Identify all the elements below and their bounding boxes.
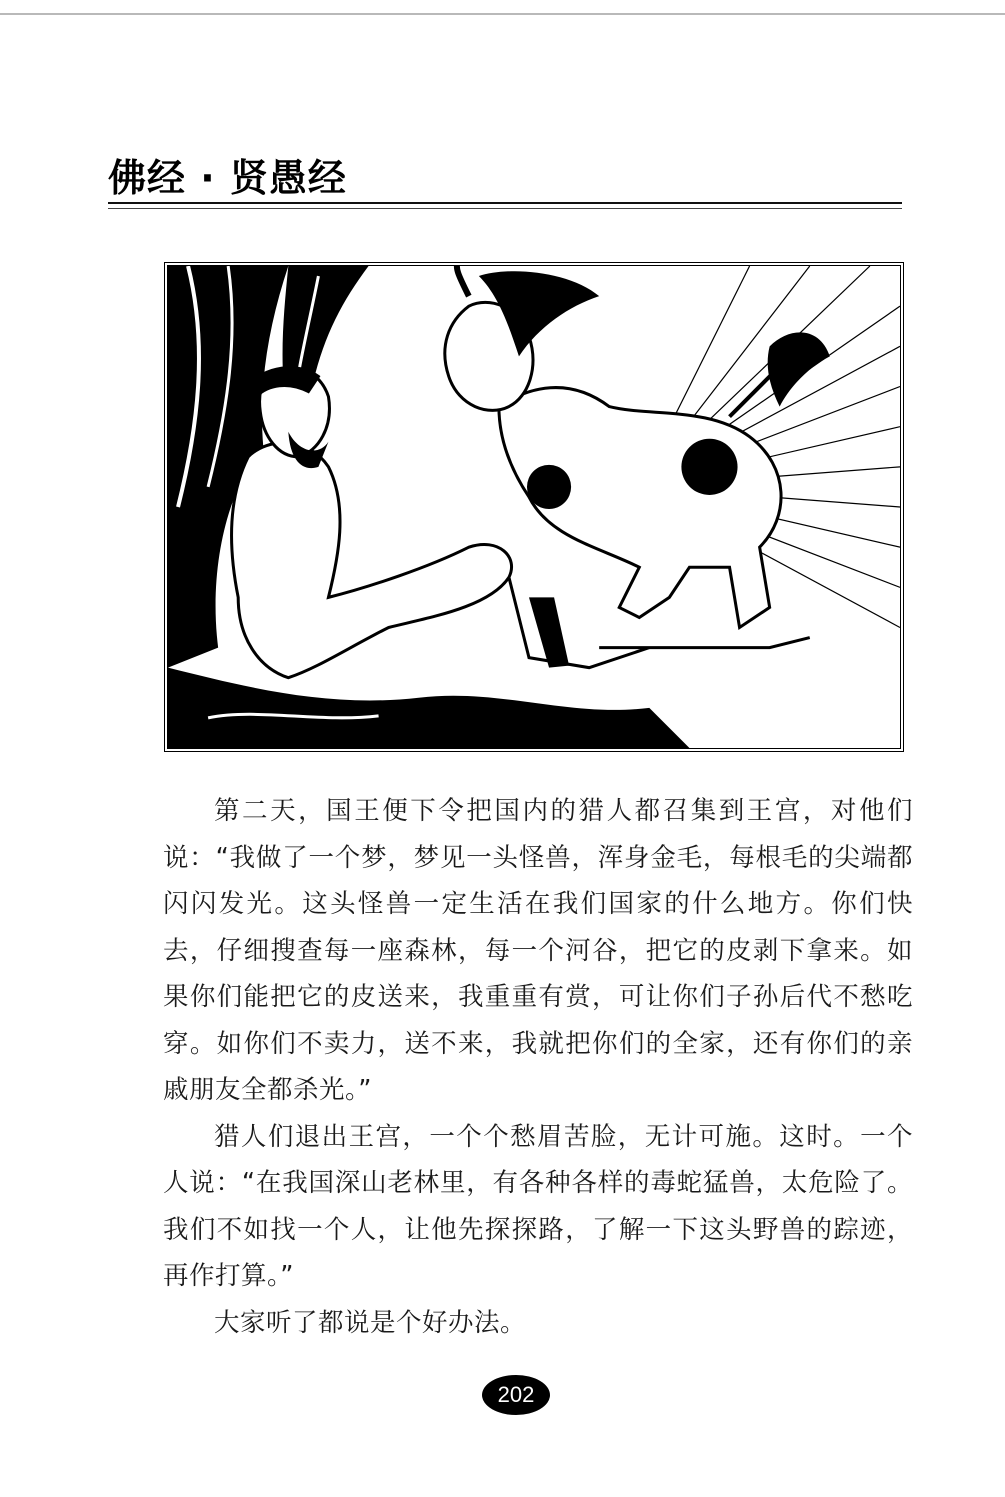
page-number-badge: 202 (482, 1375, 550, 1415)
rocky-ground (168, 668, 689, 748)
paragraph: 第二天，国王便下令把国内的猎人都召集到王宫，对他们说：“我做了一个梦，梦见一头怪兽，浑身金毛，每根毛的尖端都闪闪发光。这头怪兽一定生活在我们国家的什么地方。你们快去，仔细搜查每一座森林，每一个河谷，把它的皮剥下拿来。如果你们能把它的皮送来，我重重有赏，可让你们子孙后代不愁吃穿。如你们不卖力，送不来，我就把你们的全家，还有你们的亲戚朋友全都杀光。” (163, 796, 913, 1105)
top-page-rule (0, 13, 1005, 15)
header-rule-thick (108, 202, 902, 204)
paragraph: 猎人们退出王宫，一个个愁眉苦脸，无计可施。这时。一个人说：“在我国深山老林里，有各种各样的毒蛇猛兽，太危险了。我们不如找一个人，让他先探探路，了解一下这头野兽的踪迹，再作打算。” (163, 1121, 913, 1291)
woodcut-illustration (164, 262, 904, 752)
body-text (163, 788, 913, 1346)
paragraph: 大家听了都说是个好办法。 (214, 1307, 527, 1338)
running-header-title: 佛经 · 贤愚经 (108, 156, 347, 200)
illustration-artwork (168, 266, 900, 748)
header-rule-thin (108, 208, 902, 209)
